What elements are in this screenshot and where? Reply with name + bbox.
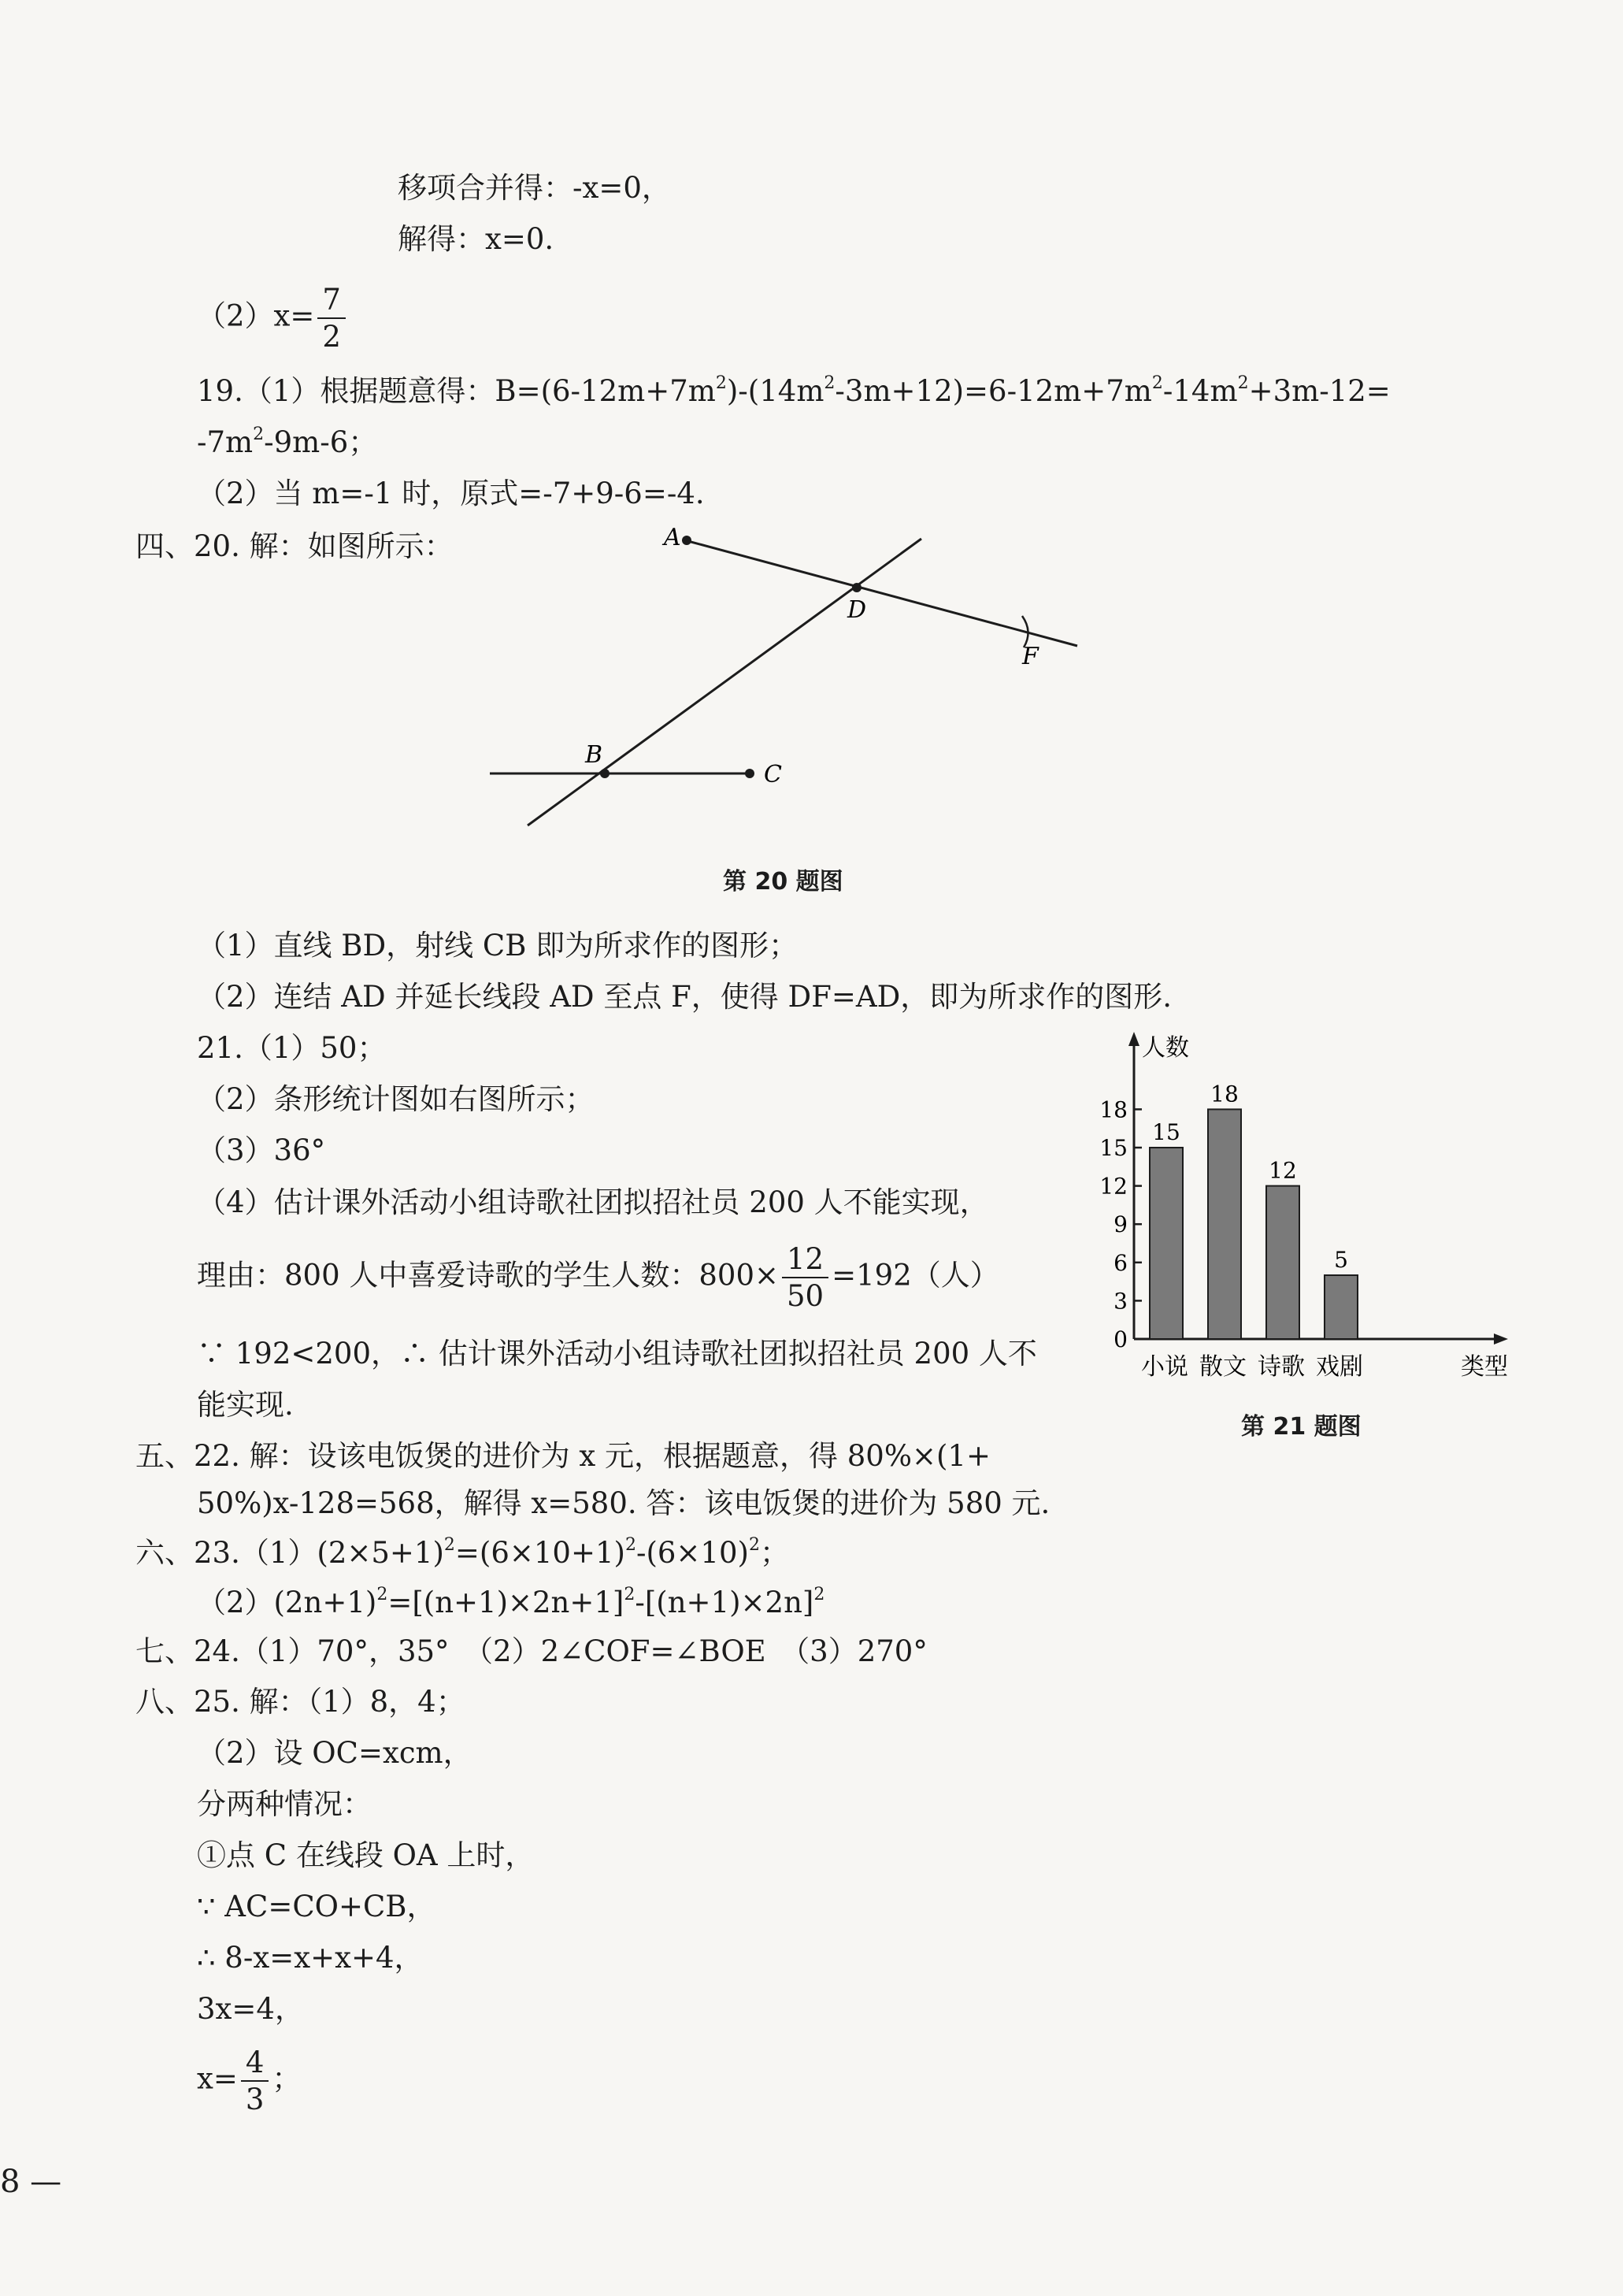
line-bd	[528, 539, 921, 825]
label-b: B	[585, 741, 603, 769]
label-c: C	[764, 761, 782, 788]
q21-part3: （3）36°	[197, 1133, 326, 1167]
q19-part1-f: -7m	[197, 425, 254, 459]
q19-part1-e: +3m-12=	[1248, 374, 1391, 408]
q19-sup-4: 2	[1237, 373, 1249, 393]
q19-part1-d: -14m	[1162, 374, 1238, 408]
q19-part2: （2）当 m=-1 时，原式=-7+9-6=-4.	[197, 477, 705, 510]
category-label-1: 散文	[1199, 1353, 1247, 1381]
q19-part1	[197, 373, 1391, 408]
q21-denominator: 50	[787, 1279, 824, 1313]
q23-part2-a: （2）(2n+1)	[197, 1586, 377, 1619]
q25-case1: ①点 C 在线段 OA 上时，	[197, 1838, 535, 1872]
q21-part4: （4）估计课外活动小组诗歌社团拟招社员 200 人不能实现，	[197, 1185, 989, 1219]
q23-part1-d: ；	[759, 1536, 789, 1570]
bar-2	[1266, 1186, 1299, 1339]
q19-part1-c: -3m+12)=6-12m+7m	[835, 374, 1152, 408]
q25-step3: 3x=4，	[197, 1992, 304, 2026]
point-a	[682, 536, 691, 545]
q19-sup-2: 2	[824, 373, 836, 393]
q25-part1: 八、25. 解：（1）8，4；	[135, 1685, 465, 1719]
bar-1	[1208, 1109, 1241, 1339]
point-c	[745, 769, 754, 778]
q22-line2: 50%)x-128=568，解得 x=580. 答：该电饭煲的进价为 580 元.	[197, 1486, 1051, 1520]
figure-21-bar-chart	[1087, 1024, 1528, 1402]
q21-reason-b: =192（人）	[832, 1258, 999, 1293]
x-axis-label: 类型	[1461, 1353, 1508, 1381]
x-axis-arrow	[1494, 1333, 1508, 1345]
q25-step4-b: ；	[272, 2061, 302, 2096]
q25-step2: ∴ 8-x=x+x+4，	[197, 1941, 424, 1975]
figure-20	[472, 512, 1102, 851]
q23-part1-c: -(6×10)	[635, 1536, 749, 1570]
q23-part2-c: -[(n+1)×2n]	[635, 1586, 814, 1619]
q21-numerator: 12	[782, 1244, 828, 1278]
q18-numerator: 7	[317, 285, 346, 319]
label-a: A	[664, 524, 681, 551]
bar-0	[1150, 1148, 1183, 1339]
q23-part1	[135, 1535, 789, 1570]
q23-sup-5: 2	[624, 1585, 635, 1604]
y-tick-label-15: 15	[1099, 1135, 1128, 1161]
line-solve: 解得：x=0.	[398, 222, 554, 256]
category-label-2: 诗歌	[1258, 1353, 1305, 1381]
q23-part1-b: =(6×10+1)	[454, 1536, 625, 1570]
segment-ad-f	[685, 540, 1077, 646]
q21-reason-a: 理由：800 人中喜爱诗歌的学生人数：800×	[197, 1258, 780, 1293]
q19-sup-1: 2	[715, 373, 727, 393]
y-tick-label-6: 6	[1113, 1249, 1128, 1276]
q24: 七、24.（1）70°，35° （2）2∠COF=∠BOE （3）270°	[135, 1634, 928, 1668]
q21-conclusion: ∵ 192<200，∴ 估计课外活动小组诗歌社团拟招社员 200 人不	[197, 1337, 1037, 1371]
q19-part1-g: -9m-6；	[264, 425, 378, 459]
page-number: 8 —	[0, 2164, 62, 2200]
y-tick-label-3: 3	[1113, 1288, 1128, 1315]
q21-conclusion-cont: 能实现.	[197, 1388, 294, 1422]
q19-sup-5: 2	[253, 425, 265, 444]
q25-step4	[197, 2048, 301, 2114]
q23-sup-4: 2	[376, 1585, 388, 1604]
q19-part1-cont	[197, 425, 378, 459]
label-f: F	[1022, 643, 1039, 670]
q25-part2: （2）设 OC=xcm，	[197, 1736, 472, 1770]
q21-part2: （2）条形统计图如右图所示；	[197, 1082, 595, 1116]
q22-line1: 五、22. 解：设该电饭煲的进价为 x 元，根据题意，得 80%×(1+	[135, 1439, 991, 1473]
q20-intro: 四、20. 解：如图所示：	[135, 529, 454, 563]
point-d	[852, 583, 862, 592]
q18-fraction	[317, 283, 346, 354]
y-tick-label-12: 12	[1099, 1173, 1128, 1200]
q25-fraction	[241, 2048, 269, 2114]
bar-data-label-0: 15	[1152, 1119, 1180, 1145]
q23-part1-a: 六、23.（1）(2×5+1)	[135, 1536, 444, 1570]
q23-part2-b: =[(n+1)×2n+1]	[387, 1586, 624, 1619]
y-tick-label-0: 0	[1113, 1326, 1128, 1352]
bar-data-label-1: 18	[1210, 1081, 1239, 1107]
bar-3	[1325, 1275, 1358, 1339]
q25-numerator: 4	[241, 2048, 269, 2082]
q21-fraction	[782, 1244, 828, 1311]
q23-sup-2: 2	[624, 1535, 636, 1555]
y-tick-label-18: 18	[1099, 1096, 1128, 1123]
q23-sup-3: 2	[748, 1535, 760, 1555]
q25-step1: ∵ AC=CO+CB，	[197, 1890, 436, 1923]
q19-part1-a: 19.（1）根据题意得：B=(6-12m+7m	[197, 374, 716, 408]
q20-part1: （1）直线 BD，射线 CB 即为所求作的图形；	[197, 929, 799, 963]
q18-denominator: 2	[322, 320, 341, 354]
q19-part1-b: )-(14m	[726, 374, 824, 408]
q25-cases: 分两种情况：	[197, 1787, 372, 1821]
q23-sup-6: 2	[813, 1585, 825, 1604]
q19-sup-3: 2	[1151, 373, 1163, 393]
figure-21-caption: 第 21 题图	[1241, 1413, 1362, 1441]
q25-step4-a: x=	[197, 2061, 238, 2096]
line-transpose: 移项合并得：-x=0，	[398, 171, 671, 205]
category-label-0: 小说	[1141, 1353, 1188, 1381]
q23-sup-1: 2	[443, 1535, 455, 1555]
q18-part2-prefix: （2）x=	[197, 299, 315, 333]
bar-data-label-2: 12	[1269, 1157, 1297, 1184]
y-tick-label-9: 9	[1113, 1211, 1128, 1238]
q25-denominator: 3	[245, 2083, 265, 2116]
label-d: D	[847, 596, 867, 624]
point-b	[600, 769, 610, 778]
q21-reason	[197, 1244, 999, 1311]
q20-part2: （2）连结 AD 并延长线段 AD 至点 F，使得 DF=AD，即为所求作的图形.	[197, 980, 1173, 1014]
q23-part2	[197, 1585, 825, 1619]
bar-data-label-3: 5	[1334, 1247, 1348, 1273]
category-label-3: 戏剧	[1316, 1353, 1363, 1381]
y-axis-arrow	[1128, 1032, 1139, 1046]
figure-20-caption: 第 20 题图	[723, 868, 843, 896]
q21-part1: 21.（1）50；	[197, 1031, 387, 1065]
y-axis-label: 人数	[1142, 1034, 1189, 1062]
q18-part2	[197, 283, 349, 354]
